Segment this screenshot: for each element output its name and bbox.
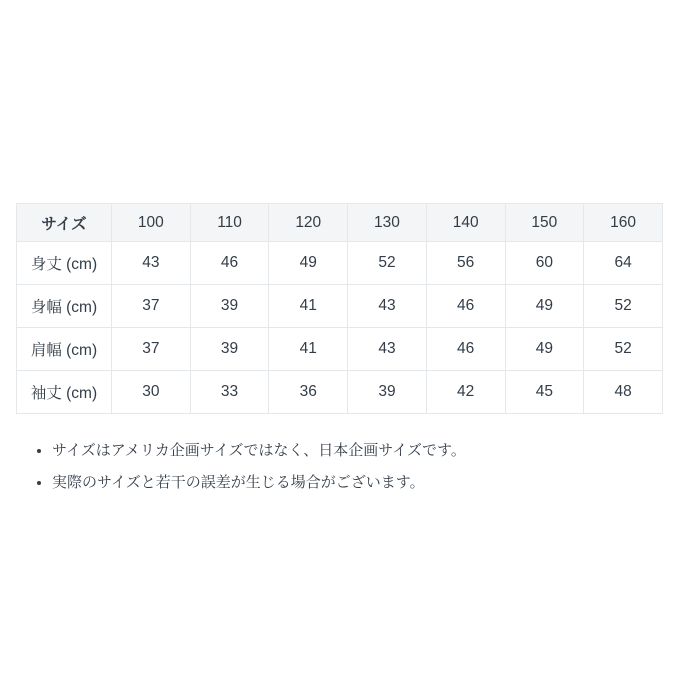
table-cell: 42 <box>426 371 505 414</box>
table-cell: 37 <box>112 328 191 371</box>
size-note: • サイズはアメリカ企画サイズではなく、日本企画サイズです。 <box>52 442 663 461</box>
header-cell-size-160: 160 <box>584 204 663 242</box>
table-row <box>17 242 663 285</box>
table-cell: 36 <box>269 371 348 414</box>
table-cell: 41 <box>269 285 348 328</box>
header-cell-size-120: 120 <box>269 204 348 242</box>
size-notes-list <box>16 442 663 493</box>
table-row <box>17 371 663 414</box>
table-cell: 30 <box>112 371 191 414</box>
table-cell: 52 <box>348 242 427 285</box>
table-cell: 60 <box>505 242 584 285</box>
size-chart-section <box>16 203 663 506</box>
table-cell: 49 <box>269 242 348 285</box>
table-cell: 43 <box>348 285 427 328</box>
row-label: 身幅 (cm) <box>17 285 112 328</box>
table-row <box>17 285 663 328</box>
size-chart-table <box>16 203 663 414</box>
table-cell: 48 <box>584 371 663 414</box>
header-cell-size-140: 140 <box>426 204 505 242</box>
table-cell: 45 <box>505 371 584 414</box>
table-cell: 52 <box>584 285 663 328</box>
table-cell: 46 <box>190 242 269 285</box>
header-cell-size-110: 110 <box>190 204 269 242</box>
table-cell: 46 <box>426 285 505 328</box>
table-header-row <box>17 204 663 242</box>
header-cell-size-100: 100 <box>112 204 191 242</box>
table-cell: 33 <box>190 371 269 414</box>
table-cell: 39 <box>190 328 269 371</box>
table-cell: 64 <box>584 242 663 285</box>
table-cell: 52 <box>584 328 663 371</box>
table-cell: 46 <box>426 328 505 371</box>
table-cell: 56 <box>426 242 505 285</box>
table-cell: 39 <box>190 285 269 328</box>
table-cell: 49 <box>505 328 584 371</box>
table-cell: 49 <box>505 285 584 328</box>
row-label: 袖丈 (cm) <box>17 371 112 414</box>
row-label: 肩幅 (cm) <box>17 328 112 371</box>
table-cell: 37 <box>112 285 191 328</box>
table-cell: 43 <box>112 242 191 285</box>
table-cell: 43 <box>348 328 427 371</box>
table-cell: 39 <box>348 371 427 414</box>
table-cell: 41 <box>269 328 348 371</box>
header-cell-size-150: 150 <box>505 204 584 242</box>
size-note: • 実際のサイズと若干の誤差が生じる場合がございます。 <box>52 474 663 493</box>
table-row <box>17 328 663 371</box>
header-cell-size-130: 130 <box>348 204 427 242</box>
header-cell-size-label: サイズ <box>17 204 112 242</box>
row-label: 身丈 (cm) <box>17 242 112 285</box>
